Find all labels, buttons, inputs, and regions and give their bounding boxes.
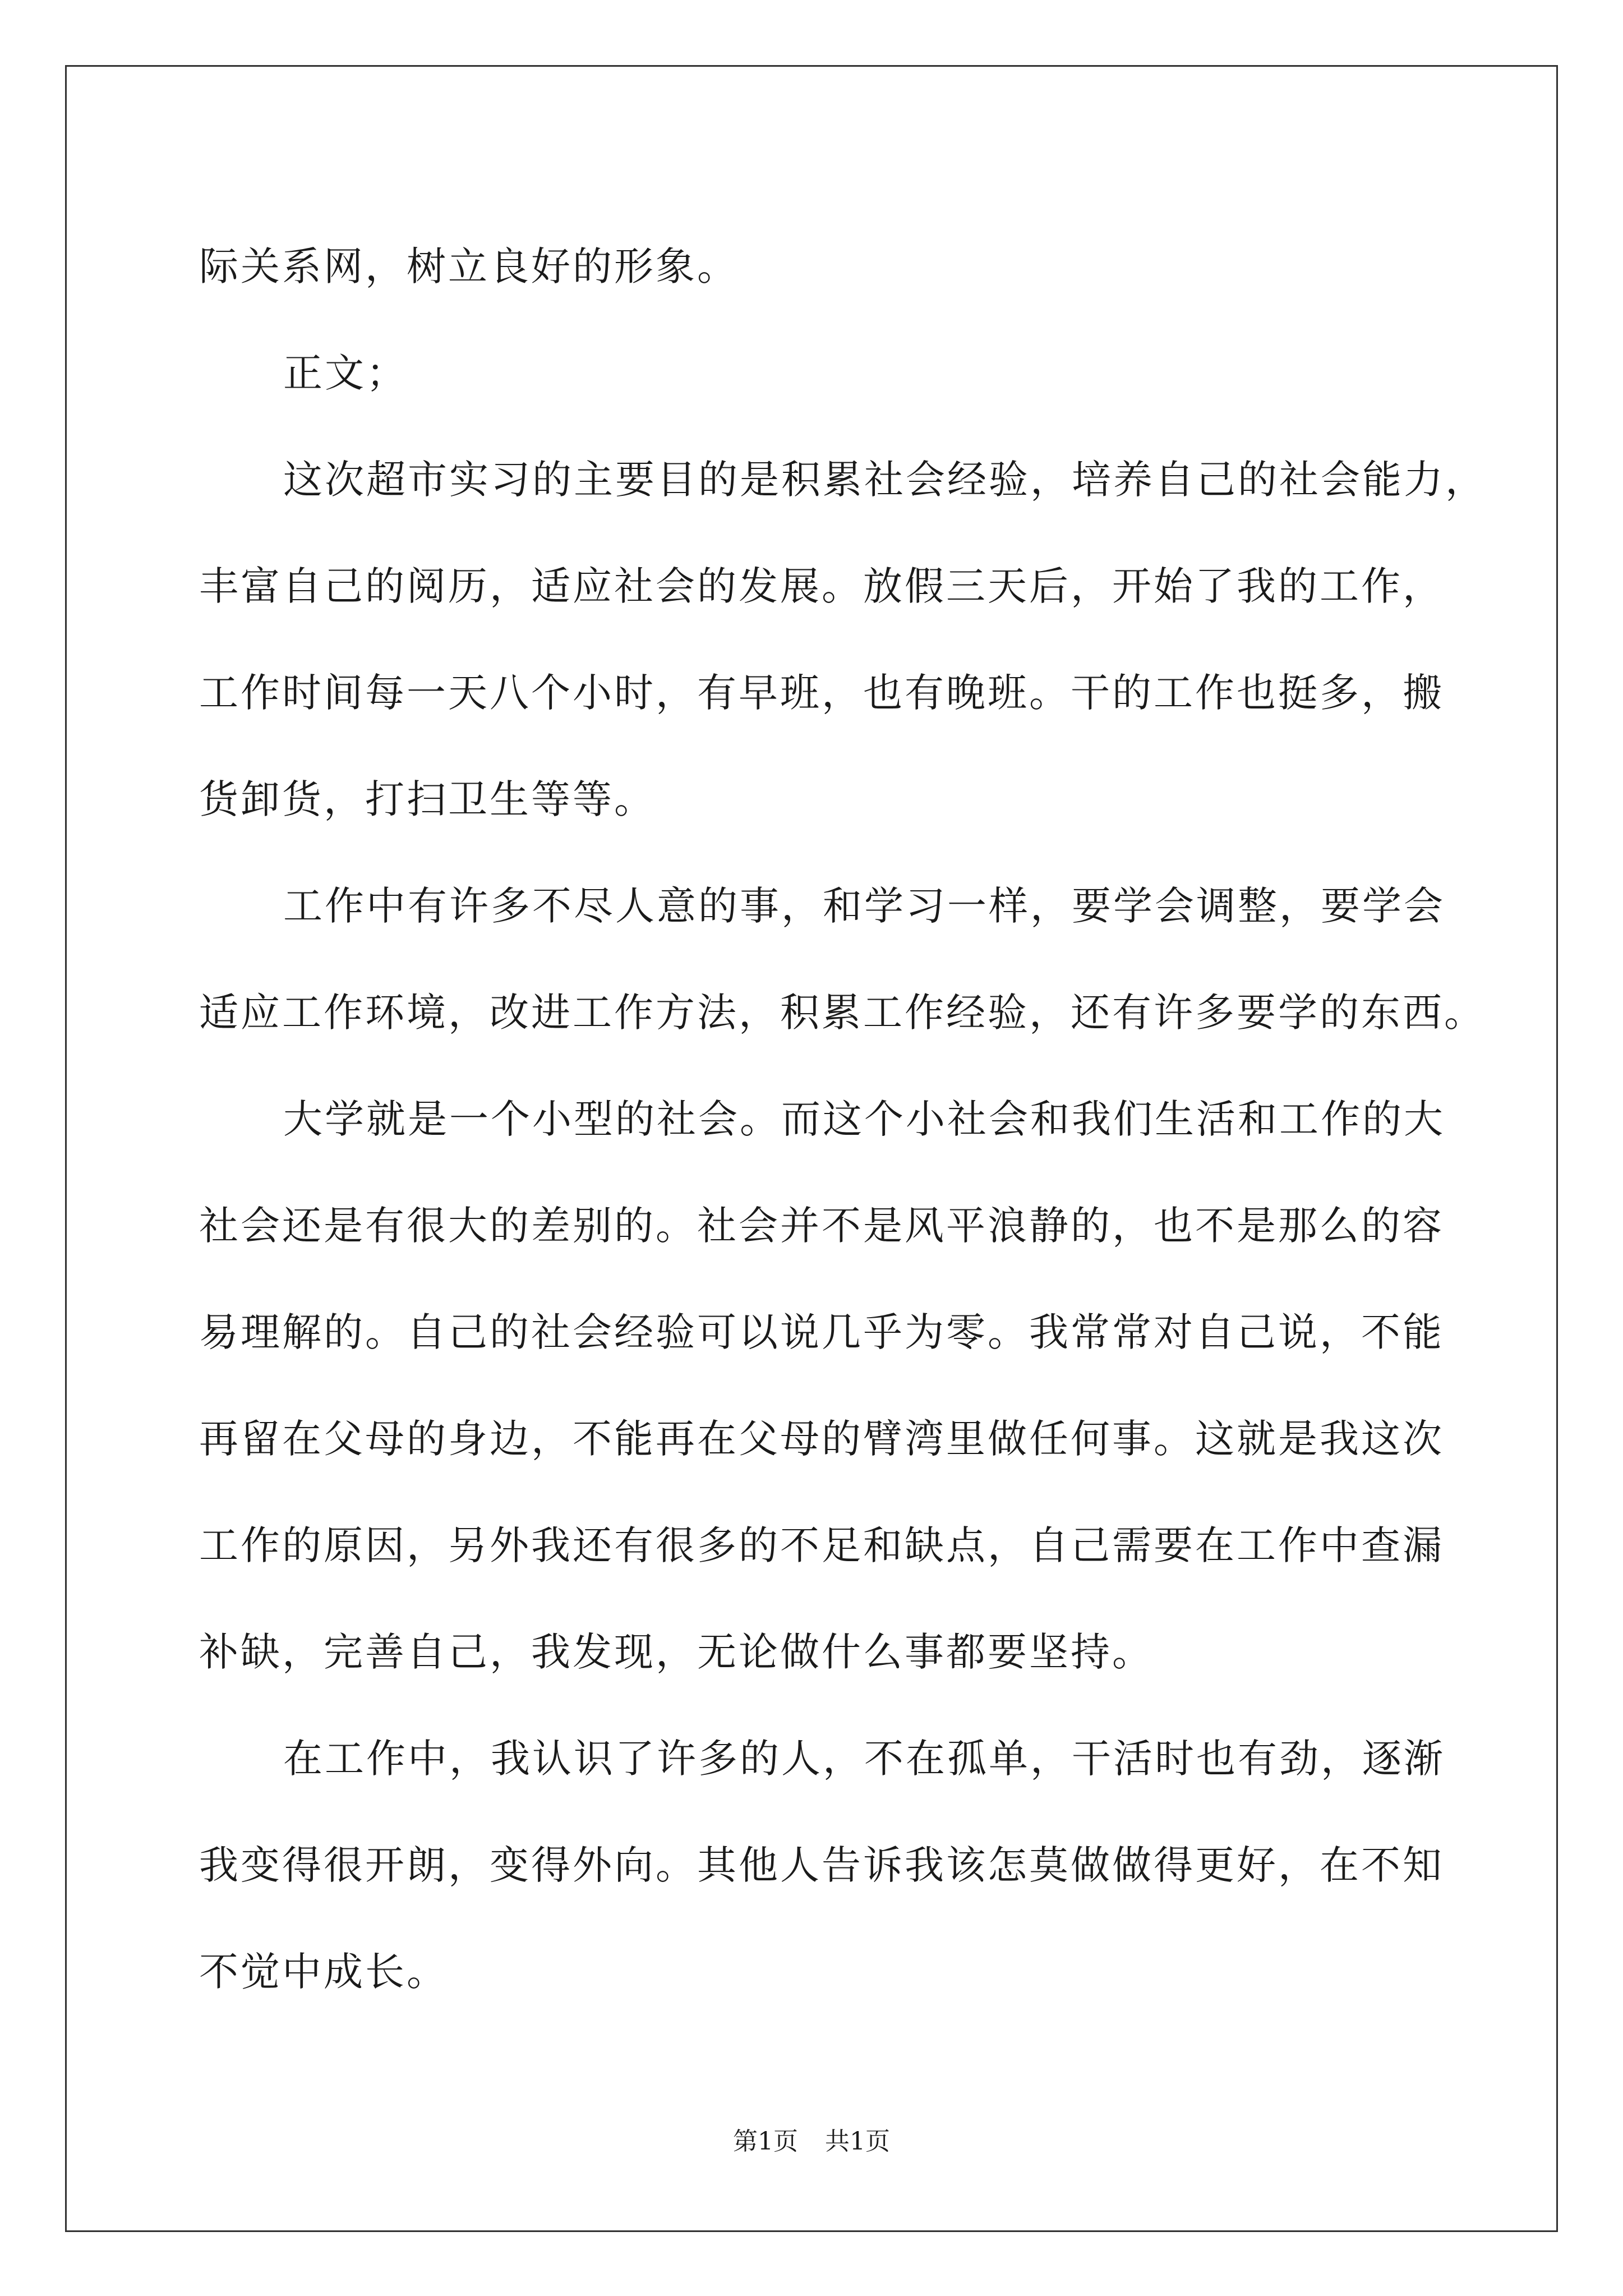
page-total: 共1页 (825, 2127, 890, 2156)
text-line: 不觉中成长。 (199, 1949, 448, 1995)
text-line: 货卸货，打扫卫生等等。 (199, 776, 656, 822)
text-line: 再留在父母的身边，不能再在父母的臂湾里做任何事。这就是我这次 (199, 1416, 1444, 1462)
page-footer (0, 2125, 1623, 2159)
text-line: 工作中有许多不尽人意的事，和学习一样，要学会调整，要学会 (283, 883, 1445, 929)
text-line: 易理解的。自己的社会经验可以说几乎为零。我常常对自己说，不能 (199, 1309, 1444, 1355)
text-line: 我变得很开朗，变得外向。其他人告诉我该怎莫做做得更好，在不知 (199, 1842, 1444, 1888)
text-line: 际关系网，树立良好的形象。 (199, 243, 739, 289)
text-line: 工作的原因，另外我还有很多的不足和缺点，自己需要在工作中查漏 (199, 1522, 1444, 1568)
document-body (199, 213, 1487, 2025)
text-line: 大学就是一个小型的社会。而这个小社会和我们生活和工作的大 (283, 1096, 1445, 1142)
text-line: 这次超市实习的主要目的是积累社会经验，培养自己的社会能力， (283, 457, 1487, 503)
text-line: 社会还是有很大的差别的。社会并不是风平浪静的，也不是那么的容 (199, 1203, 1444, 1249)
text-line: 丰富自己的阅历，适应社会的发展。放假三天后，开始了我的工作， (199, 563, 1444, 609)
text-line: 在工作中，我认识了许多的人，不在孤单，干活时也有劲，逐渐 (283, 1736, 1445, 1782)
text-line: 正文； (283, 350, 408, 396)
page-number: 第1页 (733, 2127, 798, 2156)
text-line: 工作时间每一天八个小时，有早班，也有晚班。干的工作也挺多，搬 (199, 670, 1444, 716)
text-line: 适应工作环境，改进工作方法，积累工作经验，还有许多要学的东西。 (199, 990, 1486, 1036)
text-line: 补缺，完善自己，我发现，无论做什么事都要坚持。 (199, 1629, 1154, 1675)
